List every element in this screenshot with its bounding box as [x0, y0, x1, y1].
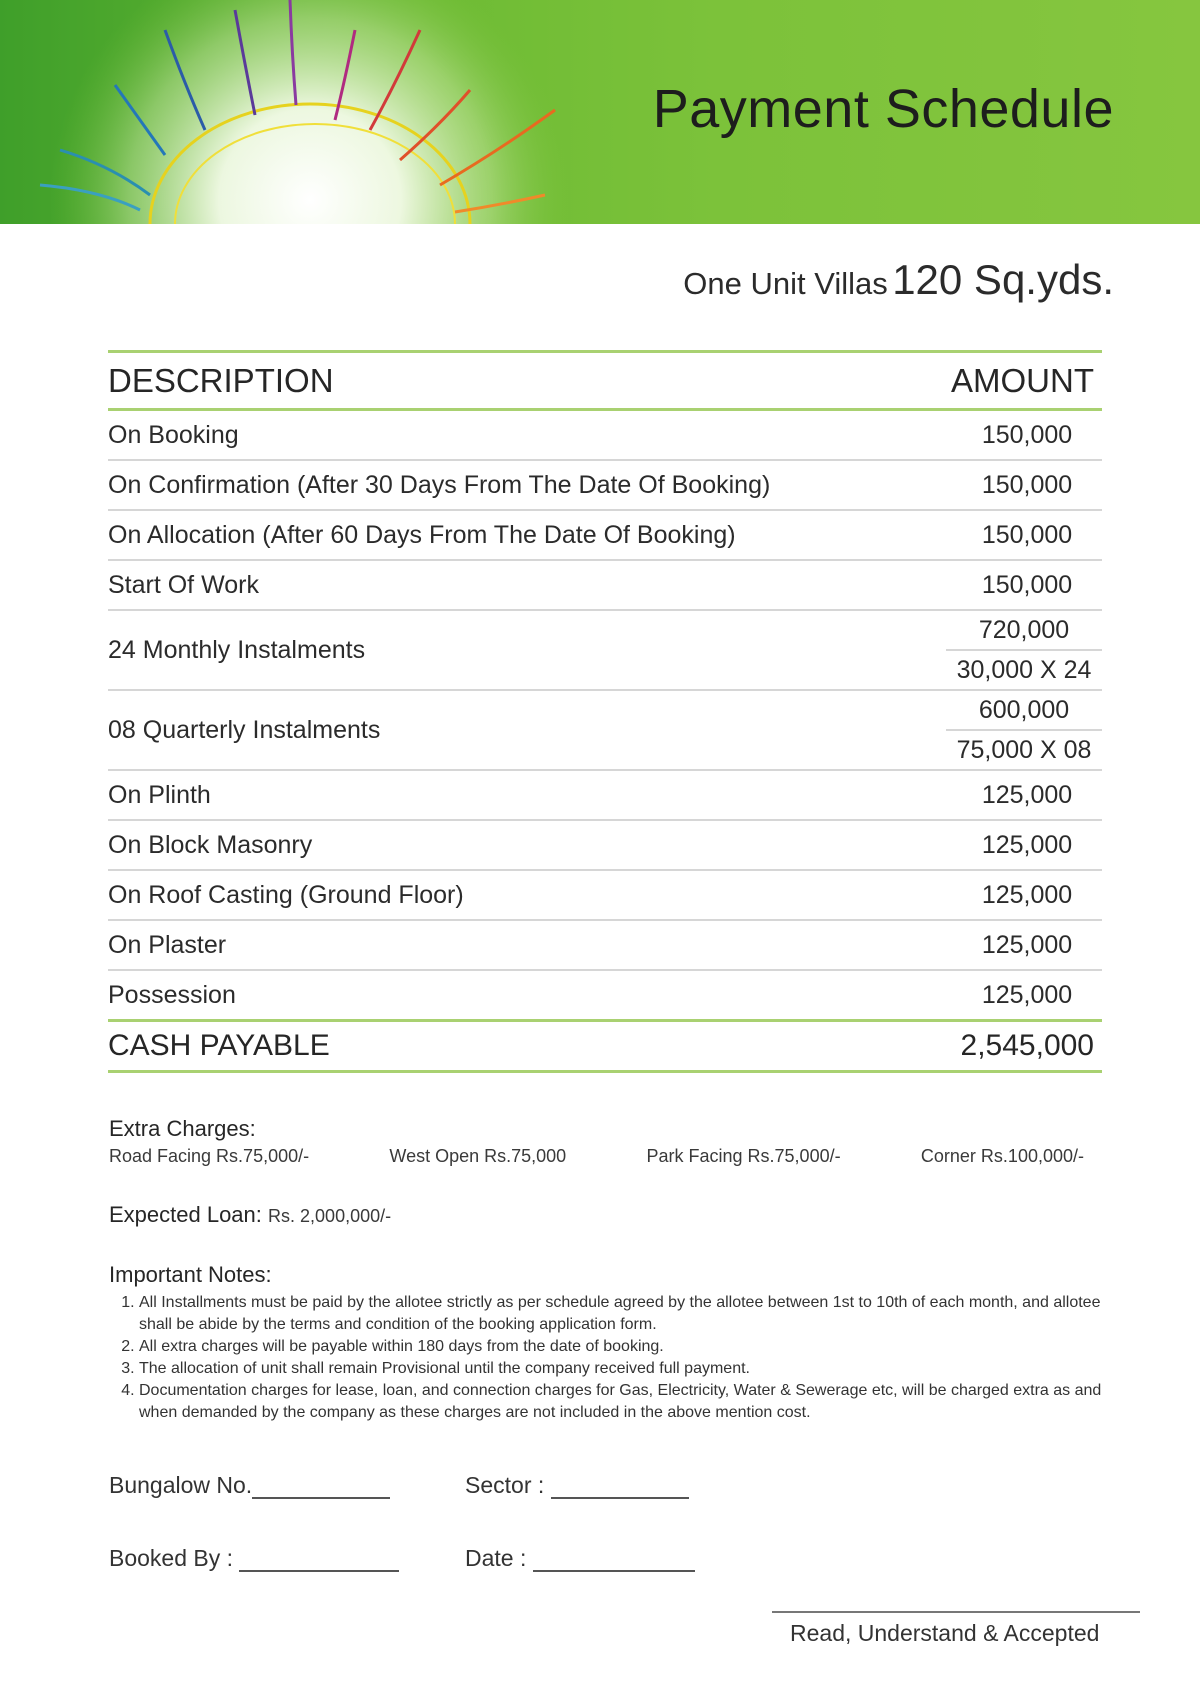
notes-heading: Important Notes:: [109, 1262, 272, 1287]
table-header: [108, 353, 1102, 408]
villa-type: One Unit Villas: [683, 266, 888, 301]
payment-table: [108, 350, 1102, 1073]
table-row: [108, 561, 1102, 611]
extra-charge-item: West Open Rs.75,000: [389, 1146, 567, 1166]
row-amount: 125,000: [981, 830, 1073, 859]
total-amount: 2,545,000: [960, 1029, 1094, 1062]
villa-size: 120 Sq.yds.: [892, 256, 1114, 303]
sector-blank[interactable]: [551, 1470, 689, 1499]
extra-charge-item: Park Facing Rs.75,000/-: [646, 1146, 841, 1166]
extra-charges-heading: Extra Charges:: [109, 1116, 256, 1141]
date-blank[interactable]: [533, 1543, 695, 1572]
row-amount: 125,000: [981, 980, 1073, 1009]
row-description: On Block Masonry: [108, 830, 313, 859]
expected-loan: [109, 1202, 391, 1228]
table-row: [108, 971, 1102, 1019]
row-amount: 150,000: [981, 420, 1073, 449]
row-description: Start Of Work: [108, 570, 259, 599]
row-amount: 125,000: [981, 880, 1073, 909]
notes-list: [109, 1292, 1109, 1424]
table-row: [108, 611, 1102, 691]
row-amount-breakdown: 75,000 X 08: [956, 735, 1092, 764]
column-header-amount: AMOUNT: [951, 361, 1094, 399]
expected-loan-value: Rs. 2,000,000/-: [268, 1206, 392, 1226]
sector-field: [465, 1470, 689, 1499]
row-amount-box: [946, 611, 1102, 689]
row-amount: 125,000: [981, 780, 1073, 809]
note-item: 4. Documentation charges for lease, loan, and connection charges for Gas, Electricity, Water & Sewerage etc, will be charged extra as and when demanded by the company as these charges are not included in the above mention cost.: [139, 1380, 1109, 1424]
date-label: Date :: [465, 1545, 527, 1571]
row-description: On Roof Casting (Ground Floor): [108, 880, 464, 909]
row-amount: 600,000: [946, 691, 1102, 731]
table-row: [108, 691, 1102, 771]
villa-subtitle: [683, 256, 1114, 304]
row-description: On Plaster: [108, 930, 227, 959]
date-field: [465, 1543, 695, 1572]
important-notes: [109, 1262, 1109, 1424]
row-amount: 150,000: [981, 570, 1073, 599]
total-label: CASH PAYABLE: [108, 1029, 330, 1062]
extra-charges-list: [109, 1146, 1084, 1167]
table-row: [108, 871, 1102, 921]
sun-rays-graphic: [0, 0, 640, 224]
bungalow-label: Bungalow No.: [109, 1472, 253, 1498]
table-row: [108, 511, 1102, 561]
extra-charges: [109, 1116, 1109, 1167]
row-description: Possession: [108, 980, 236, 1009]
row-amount-breakdown: 30,000 X 24: [956, 655, 1092, 684]
row-amount-box: [946, 691, 1102, 769]
row-description: On Allocation (After 60 Days From The Date Of Booking): [108, 520, 736, 549]
note-item: 3. The allocation of unit shall remain Provisional until the company received full payment.: [139, 1358, 1109, 1380]
row-amount: 150,000: [981, 520, 1073, 549]
column-header-description: DESCRIPTION: [108, 361, 334, 399]
table-row: [108, 821, 1102, 871]
extra-charge-item: Road Facing Rs.75,000/-: [109, 1146, 310, 1166]
row-description: 08 Quarterly Instalments: [108, 715, 381, 744]
row-description: On Confirmation (After 30 Days From The Date Of Booking): [108, 470, 771, 499]
booked-by-label: Booked By :: [109, 1545, 234, 1571]
booked-by-field: [109, 1543, 399, 1572]
bungalow-blank[interactable]: [252, 1470, 390, 1499]
signature-line[interactable]: [772, 1611, 1140, 1613]
row-amount: 150,000: [981, 470, 1073, 499]
extra-charge-item: Corner Rs.100,000/-: [920, 1146, 1084, 1166]
row-description: 24 Monthly Instalments: [108, 635, 366, 664]
note-item: 1. All Installments must be paid by the allotee strictly as per schedule agreed by the allotee between 1st to 10th of each month, and allotee shall be abide by the terms and condition of the booking application form.: [139, 1292, 1109, 1336]
table-row: [108, 411, 1102, 461]
row-amount: 125,000: [981, 930, 1073, 959]
row-description: On Booking: [108, 420, 239, 449]
header-banner: [0, 0, 1200, 224]
sector-label: Sector :: [465, 1472, 545, 1498]
note-item: 2. All extra charges will be payable within 180 days from the date of booking.: [139, 1336, 1109, 1358]
acceptance-label: Read, Understand & Accepted: [790, 1620, 1100, 1646]
bungalow-field: [109, 1470, 390, 1499]
booked-by-blank[interactable]: [239, 1543, 399, 1572]
expected-loan-label: Expected Loan:: [109, 1202, 262, 1227]
total-bottom-rule: [108, 1070, 1102, 1073]
table-row: [108, 461, 1102, 511]
page-title: Payment Schedule: [652, 79, 1114, 139]
table-row: [108, 921, 1102, 971]
total-row: [108, 1022, 1102, 1070]
table-row: [108, 771, 1102, 821]
row-amount: 720,000: [946, 611, 1102, 651]
row-description: On Plinth: [108, 780, 211, 809]
